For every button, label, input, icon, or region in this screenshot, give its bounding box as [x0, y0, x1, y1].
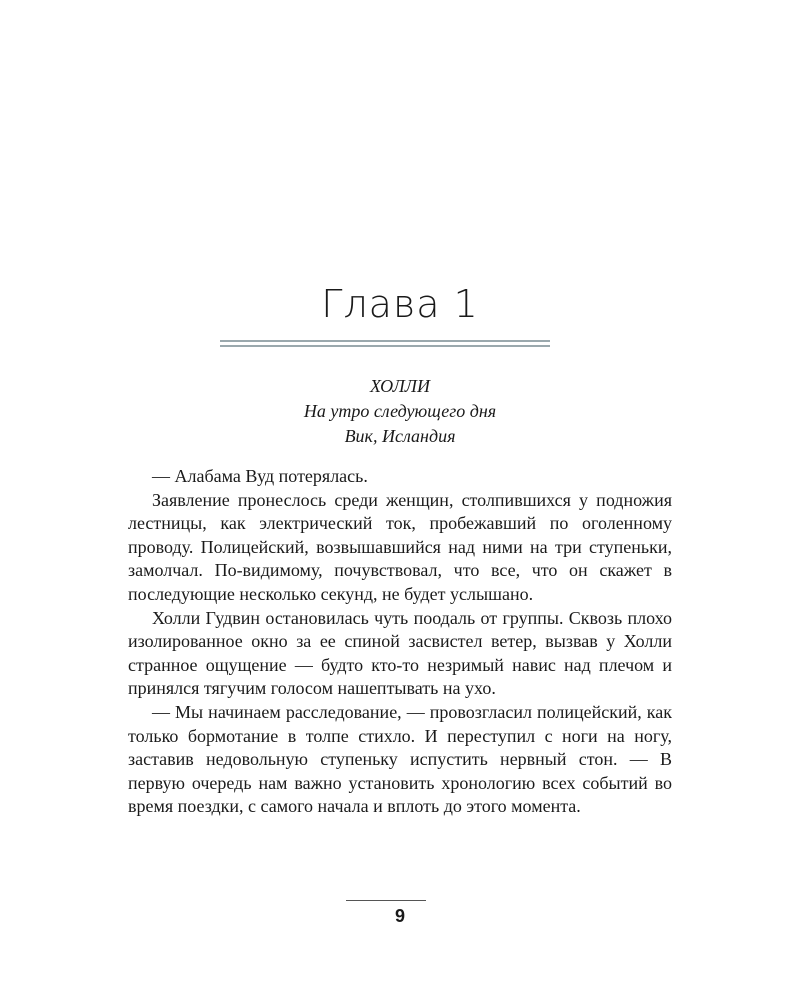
paragraph: Заявление пронеслось среди женщин, столпившихся у подножия лестницы, как электрический ток, пробежавший по оголенному проводу. Полицейский, возвышавшийся над ними на три ступеньки, замолчал. По-видимому, почувствовал, что все, что он скажет в последующие несколько секунд, не будет услышано.	[128, 489, 672, 604]
divider-line-top	[220, 340, 550, 342]
page-number: 9	[394, 906, 405, 926]
paragraph: — Мы начинаем расследование, — провозгласил полицейский, как только бормотание в толпе стихло. И переступил с ноги на ногу, заставив недовольную ступеньку испустить нервный стон. — В первую очередь нам важно установить хронологию всех событий во время поездки, с самого начала и вплоть до этого момента.	[128, 701, 672, 817]
paragraph: — Алабама Вуд потерялась.	[152, 466, 368, 486]
footer-divider	[346, 900, 426, 901]
body-text	[128, 465, 672, 819]
character-name: ХОЛЛИ	[369, 376, 430, 396]
paragraph: Холли Гудвин остановилась чуть поодаль от группы. Сквозь плохо изолированное окно за ее спиной засвистел ветер, вызвав у Холли странное ощущение — будто кто-то незримый навис над плечом и принялся тягучим голосом нашептывать на ухо.	[128, 607, 672, 699]
chapter-title-divider	[220, 340, 550, 348]
place-subheading: Вик, Исландия	[344, 426, 456, 446]
time-subheading: На утро следующего дня	[303, 401, 497, 421]
chapter-subheadings	[0, 374, 800, 449]
divider-line-bottom	[220, 345, 550, 347]
chapter-title: Глава 1	[321, 282, 479, 326]
